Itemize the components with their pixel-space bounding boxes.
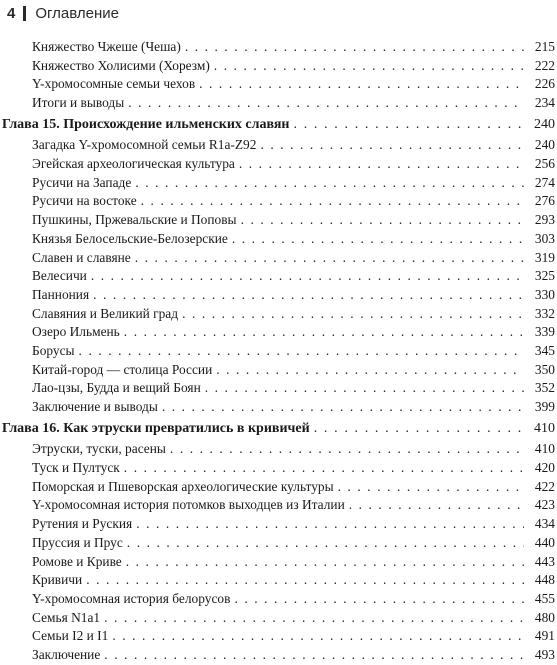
- toc-entry-page: 256: [534, 156, 555, 172]
- toc-entry-title: Ромове и Криве: [32, 553, 122, 569]
- dot-leader: [79, 342, 524, 361]
- toc-entry-title: Этруски, туски, расены: [32, 441, 166, 457]
- toc-entry[interactable]: [0, 94, 557, 113]
- toc-entry-title: Y-хромосомные семьи чехов: [32, 76, 196, 92]
- toc-chapter-entry[interactable]: [0, 116, 557, 135]
- header-divider: [23, 6, 26, 21]
- dot-leader: [162, 398, 524, 417]
- toc-entry-page: 448: [534, 572, 555, 588]
- toc-entry-title: Y-хромосомная история потомков выходцев из Италии: [32, 497, 345, 513]
- toc-entry[interactable]: [0, 286, 557, 305]
- toc-entry-page: 226: [534, 76, 555, 92]
- dot-leader: [128, 94, 524, 113]
- toc-entry-page: 493: [534, 646, 555, 662]
- toc-entry-title: Глава 16. Как этруски превратились в кривичей: [2, 420, 310, 436]
- toc-entry[interactable]: [0, 440, 557, 459]
- dot-leader: [294, 116, 525, 135]
- toc-entry-page: 274: [534, 174, 555, 190]
- dot-leader: [93, 286, 524, 305]
- toc-entry[interactable]: [0, 379, 557, 398]
- toc-entry[interactable]: [0, 57, 557, 76]
- toc-entry-title: Пушкины, Пржевальские и Поповы: [32, 212, 237, 228]
- toc-entry-title: Y-хромосомная история белорусов: [32, 590, 231, 606]
- page-title: Оглавление: [35, 4, 119, 22]
- page-number: 4: [7, 4, 16, 22]
- toc-entry-page: 422: [534, 478, 555, 494]
- toc-entry[interactable]: [0, 267, 557, 286]
- page-header: [7, 2, 119, 24]
- toc-entry[interactable]: [0, 174, 557, 193]
- toc-entry-title: Загадка Y-хромосомной семьи R1a-Z92: [32, 137, 257, 153]
- dot-leader: [170, 440, 524, 459]
- toc-entry-page: 420: [534, 460, 555, 476]
- toc-entry[interactable]: [0, 646, 557, 665]
- toc-entry-title: Паннония: [32, 286, 90, 302]
- toc-entry[interactable]: [0, 361, 557, 380]
- toc-entry-page: 345: [534, 342, 555, 358]
- toc-entry-title: Борусы: [32, 342, 75, 358]
- toc-entry[interactable]: [0, 249, 557, 268]
- toc-entry-title: Итоги и выводы: [32, 95, 125, 111]
- dot-leader: [141, 192, 524, 211]
- toc-entry-title: Глава 15. Происхождение ильменских славян: [2, 116, 290, 132]
- toc-entry-page: 234: [534, 95, 555, 111]
- toc-entry-title: Славяния и Великий град: [32, 305, 179, 321]
- toc-entry[interactable]: [0, 155, 557, 174]
- dot-leader: [234, 590, 524, 609]
- toc-entry-page: 222: [534, 57, 555, 73]
- toc-entry-page: 339: [534, 324, 555, 340]
- toc-entry-title: Пруссия и Прус: [32, 534, 123, 550]
- dot-leader: [338, 478, 524, 497]
- toc-entry[interactable]: [0, 534, 557, 553]
- toc-entry[interactable]: [0, 571, 557, 590]
- toc-entry[interactable]: [0, 136, 557, 155]
- toc-entry-title: Княжество Чжеше (Чеша): [32, 38, 181, 54]
- toc-entry-page: 240: [534, 116, 555, 132]
- toc-entry[interactable]: [0, 211, 557, 230]
- toc-entry[interactable]: [0, 75, 557, 94]
- toc-entry[interactable]: [0, 609, 557, 628]
- toc-entry[interactable]: [0, 590, 557, 609]
- dot-leader: [124, 459, 524, 478]
- toc-entry-page: 491: [534, 628, 555, 644]
- toc-entry-title: Заключение: [32, 646, 101, 662]
- dot-leader: [86, 571, 524, 590]
- toc-entry[interactable]: [0, 323, 557, 342]
- toc-entry-title: Семьи I2 и I1: [32, 628, 109, 644]
- dot-leader: [260, 136, 524, 155]
- dot-leader: [241, 211, 524, 230]
- toc-entry-title: Кривичи: [32, 572, 83, 588]
- toc-entry-title: Эгейская археологическая культура: [32, 156, 235, 172]
- toc-entry-title: Княжество Холисими (Хорезм): [32, 57, 210, 73]
- toc-entry-page: 410: [534, 420, 555, 436]
- toc-entry-title: Князья Белосельские-Белозерские: [32, 230, 228, 246]
- toc-entry-title: Русичи на востоке: [32, 193, 137, 209]
- dot-leader: [182, 305, 524, 324]
- toc-entry-title: Рутения и Руския: [32, 516, 133, 532]
- toc-entry-title: Поморская и Пшеворская археологические культуры: [32, 478, 334, 494]
- toc-entry-page: 330: [534, 286, 555, 302]
- toc-entry[interactable]: [0, 305, 557, 324]
- toc-entry-page: 455: [534, 590, 555, 606]
- dot-leader: [135, 249, 524, 268]
- toc-entry[interactable]: [0, 230, 557, 249]
- dot-leader: [205, 379, 524, 398]
- dot-leader: [136, 515, 524, 534]
- toc-chapter-entry[interactable]: [0, 420, 557, 439]
- toc-entry-page: 293: [534, 212, 555, 228]
- toc-entry-title: Лао-цзы, Будда и вещий Боян: [32, 380, 201, 396]
- toc-entry-title: Славен и славяне: [32, 249, 131, 265]
- toc-entry-page: 480: [534, 609, 555, 625]
- toc-entry-title: Заключение и выводы: [32, 399, 158, 415]
- toc-entry-page: 440: [534, 534, 555, 550]
- toc-entry[interactable]: [0, 627, 557, 646]
- toc-entry[interactable]: [0, 342, 557, 361]
- toc-entry[interactable]: [0, 459, 557, 478]
- toc-entry-page: 443: [534, 553, 555, 569]
- dot-leader: [126, 553, 524, 572]
- toc-entry[interactable]: [0, 515, 557, 534]
- toc-entry-page: 410: [534, 441, 555, 457]
- toc-entry-page: 319: [534, 249, 555, 265]
- dot-leader: [104, 609, 524, 628]
- dot-leader: [314, 420, 524, 439]
- dot-leader: [124, 323, 524, 342]
- dot-leader: [239, 155, 524, 174]
- dot-leader: [185, 38, 524, 57]
- toc-entry[interactable]: [0, 497, 557, 516]
- toc-entry[interactable]: [0, 398, 557, 417]
- dot-leader: [91, 267, 524, 286]
- toc-entry-page: 325: [534, 268, 555, 284]
- dot-leader: [349, 496, 524, 515]
- toc-entry-page: 399: [534, 399, 555, 415]
- toc-entry-title: Туск и Пултуск: [32, 460, 120, 476]
- toc-entry-page: 434: [534, 516, 555, 532]
- dot-leader: [232, 230, 524, 249]
- toc-entry-title: Семья N1a1: [32, 609, 101, 625]
- toc-entry-page: 240: [534, 137, 555, 153]
- toc-entry-title: Озеро Ильмень: [32, 324, 120, 340]
- dot-leader: [214, 57, 524, 76]
- toc-entry-title: Велесичи: [32, 268, 87, 284]
- toc-entry-page: 276: [534, 193, 555, 209]
- dot-leader: [112, 627, 524, 646]
- toc-entry-page: 332: [534, 305, 555, 321]
- toc-entry-page: 352: [534, 380, 555, 396]
- dot-leader: [216, 361, 524, 380]
- toc-entry[interactable]: [0, 38, 557, 57]
- toc-entry-title: Русичи на Западе: [32, 174, 132, 190]
- toc-entry[interactable]: [0, 553, 557, 572]
- toc-entry-page: 215: [534, 38, 555, 54]
- toc-entry-page: 350: [534, 361, 555, 377]
- dot-leader: [199, 75, 524, 94]
- dot-leader: [127, 534, 524, 553]
- toc-entry[interactable]: [0, 478, 557, 497]
- toc-entry[interactable]: [0, 193, 557, 212]
- toc-entry-page: 303: [534, 230, 555, 246]
- dot-leader: [135, 174, 524, 193]
- table-of-contents: [0, 38, 557, 665]
- toc-entry-title: Китай-город — столица России: [32, 361, 213, 377]
- toc-entry-page: 423: [534, 497, 555, 513]
- dot-leader: [104, 646, 524, 665]
